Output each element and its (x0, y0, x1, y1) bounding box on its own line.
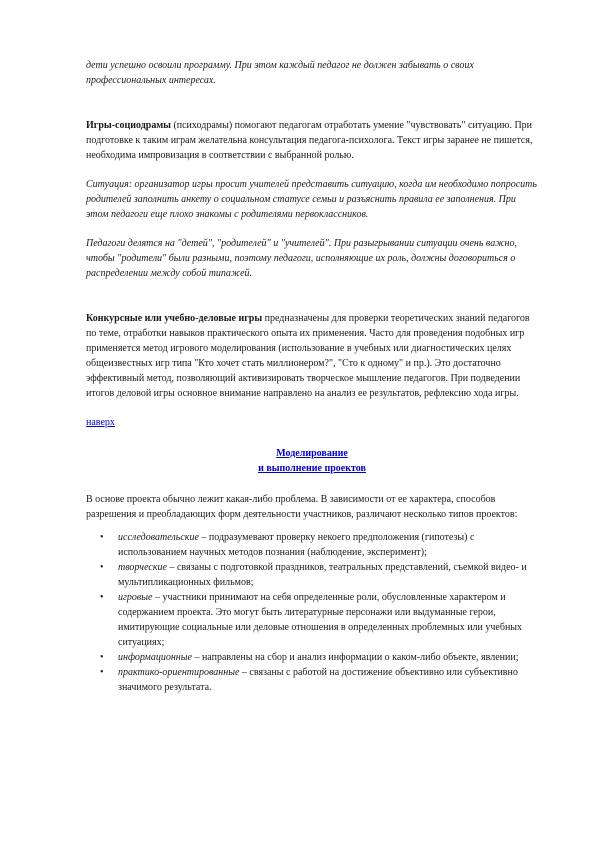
list-item-text: – связаны с работой на достижение объективно или субъективно значимого результата. (118, 667, 518, 693)
list-item (100, 590, 538, 650)
list-item-term: информационные (118, 652, 192, 663)
contest-paragraph (86, 311, 538, 401)
list-item (100, 665, 538, 695)
project-types-list (86, 530, 538, 695)
section-heading-line1[interactable]: Моделирование (276, 448, 348, 459)
bullet-icon: • (100, 652, 104, 663)
list-item-text: – подразумевают проверку некоего предположения (гипотезы) с использованием научных методов познания (наблюдение, эксперимент); (118, 532, 475, 558)
list-item (100, 650, 538, 665)
list-item-text: – направлены на сбор и анализ информации о каком-либо объекте, явлении; (191, 652, 519, 663)
bullet-icon: • (100, 667, 104, 678)
roles-paragraph: Педагоги делятся на "детей", "родителей" и "учителей". При разыгрывании ситуации очень важно, чтобы "родители" были разными, поэтому педагоги, исполняющие их роль, должны договориться о распределении между собой типажей. (86, 238, 517, 279)
list-item (100, 530, 538, 560)
contest-text: предназначены для проверки теоретических знаний педагогов по теме, отработки навыков практического опыта их применения. Часто для проведения подобных игр применяется метод игрового моделирования (использование в учебных или диагностических целях общеизвестных игр типа "Кто хочет стать миллионером?", "Сто к одному" и пр.). Это достаточно эффективный метод, позволяющий активизировать творческое мышление педагогов. При подведении итогов деловой игры основное внимание направлено на анализ ее результатов, рефлексию хода игры. (86, 313, 530, 399)
list-item-text: – связаны с подготовкой праздников, театральных представлений, съемкой видео- и мультипликационных фильмов; (118, 562, 527, 588)
bullet-icon: • (100, 532, 104, 543)
up-link[interactable]: наверх (86, 417, 115, 428)
sociodrama-paragraph (86, 118, 538, 163)
list-item (100, 560, 538, 590)
up-link-row (86, 415, 538, 430)
intro-paragraph: дети успешно освоили программу. При этом каждый педагог не должен забывать о своих профессиональных интересах. (86, 60, 474, 86)
list-item-term: творческие (118, 562, 167, 573)
list-item-term: исследовательские (118, 532, 199, 543)
situation-paragraph: Ситуация: организатор игры просит учителей представить ситуацию, когда им необходимо попросить родителей заполнить анкету о социальном статусе семьи и разъяснить правила ее заполнения. При этом педагоги еще плохо знакомы с родителями первоклассников. (86, 179, 537, 220)
bullet-icon: • (100, 562, 104, 573)
list-item-text: – участники принимают на себя определенные роли, обусловленные характером и содержанием проекта. Это могут быть литературные персонажи или выдуманные герои, имитирующие социальные или деловые отношения в определенных проблемных или учебных ситуациях; (118, 592, 523, 648)
bullet-icon: • (100, 592, 104, 603)
list-item-term: практико-ориентированные (118, 667, 240, 678)
project-intro-paragraph: В основе проекта обычно лежит какая-либо проблема. В зависимости от ее характера, способов разрешения и преобладающих форм деятельности участников, различают несколько типов проектов: (86, 494, 518, 520)
contest-term: Конкурсные или учебно-деловые игры (86, 313, 263, 324)
sociodrama-text: (психодрамы) помогают педагогам отработать умение "чувствовать" ситуацию. При подготовке к таким играм желательна консультация педагога-психолога. Текст игры заранее не пишется, необходима импровизация в соответствии с выбранной ролью. (86, 120, 533, 161)
sociodrama-term: Игры-социодрамы (86, 120, 171, 131)
list-item-term: игровые (118, 592, 153, 603)
section-heading-line2[interactable]: и выполнение проектов (258, 463, 366, 474)
document-page (86, 58, 538, 695)
